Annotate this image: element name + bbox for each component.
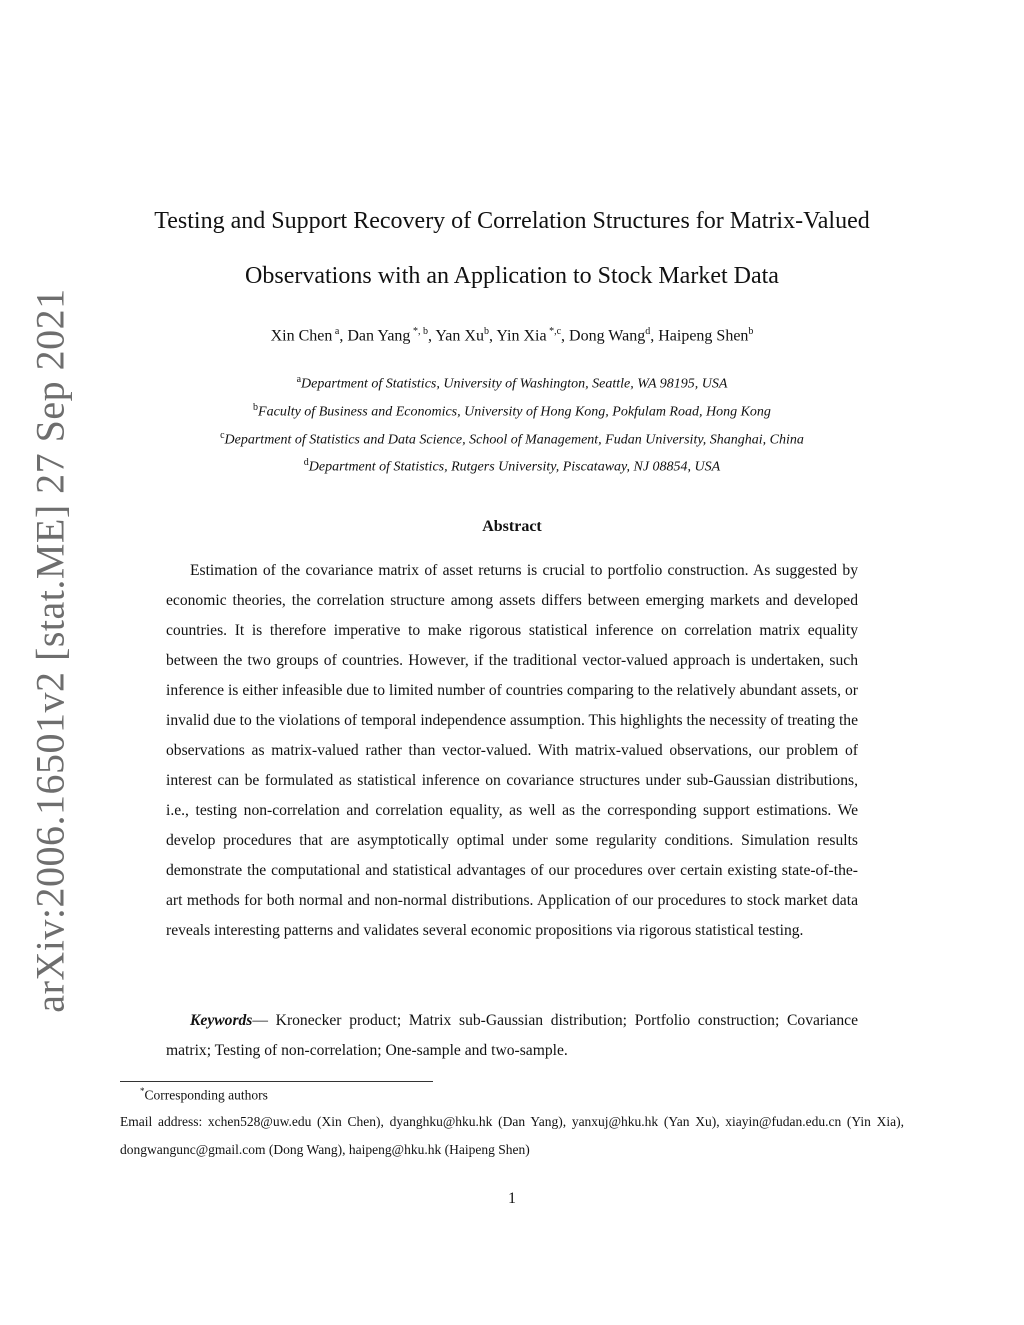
affiliation-text: Department of Statistics, Rutgers University, Piscataway, NJ 08854, USA [308, 459, 721, 475]
author-name: Xin Chen [270, 327, 333, 345]
page-number: 1 [508, 1190, 516, 1207]
author-name: Yan Xu [435, 327, 484, 345]
keywords-text: — Kronecker product; Matrix sub-Gaussian distribution; Portfolio construction; Covariance matrix; Testing of non-correlation; One-sample and two-sample. [166, 1012, 858, 1059]
abstract-body: Estimation of the covariance matrix of asset returns is crucial to portfolio construction. As suggested by economic theories, the correlation structure among assets differs between emerging markets and developed countries. It is therefore imperative to make rigorous statistical inference on correlation matrix equality between the two groups of countries. However, if the traditional vector-valued approach is undertaken, such inference is either infeasible due to limited number of countries comparing to the relatively abundant assets, or invalid due to the violations of temporal independence assumption. This highlights the necessity of treating the observations as matrix-valued rather than vector-valued. With matrix-valued observations, our problem of interest can be formulated as statistical inference on covariance structures under sub-Gaussian distributions, i.e., testing non-correlation and correlation equality, as well as the corresponding support estimations. We develop procedures that are asymptotically optimal under some regularity conditions. Simulation results demonstrate the computational and statistical advantages of our procedures over certain existing state-of-the-art methods for both normal and non-normal distributions. Application of our procedures to stock market data reveals interesting patterns and validates several economic propositions via rigorous statistical testing. [166, 562, 858, 939]
affiliation-mark: c [220, 430, 225, 441]
author-name: Dan Yang [347, 327, 411, 345]
author-mark: *, b [410, 326, 428, 337]
author-name: Dong Wang [569, 327, 646, 345]
abstract-heading: Abstract [482, 518, 542, 535]
author-mark: a [332, 326, 340, 337]
footnote-corresponding-text: Corresponding authors [144, 1087, 268, 1103]
author-list: Xin Chen $^a$, Dan Yang $^{*, b}$, Yan Xu$^b$, Yin Xia $^{*,c}$, Dong Wang$^d$, Haipeng Shen$^b$ [270, 326, 754, 345]
author-name: Haipeng Shen [658, 327, 749, 345]
paper-title-line-1: Testing and Support Recovery of Correlation Structures for Matrix-Valued [154, 208, 870, 234]
affiliation-text: Department of Statistics and Data Science, School of Management, Fudan University, Shanghai, China [224, 432, 804, 448]
author-mark: b [748, 326, 754, 337]
affiliation-text: Department of Statistics, University of Washington, Seattle, WA 98195, USA [301, 376, 728, 392]
author-name: Yin Xia [496, 327, 547, 345]
author-mark: *,c [546, 326, 562, 337]
affiliation-mark: b [253, 402, 259, 413]
affiliation [0, 402, 1024, 421]
footnote-rule [120, 1081, 433, 1082]
affiliation [0, 457, 1024, 476]
footnote-email: Email address: xchen528@uw.edu (Xin Chen), dyanghku@hku.hk (Dan Yang), yanxuj@hku.hk (Yan Xu), xiayin@fudan.edu.cn (Yin Xia), dongwangunc@gmail.com (Dong Wang), haipeng@hku.hk (Haipeng Shen) [120, 1114, 904, 1157]
arxiv-stamp-text: arXiv:2006.16501v2 [stat.ME] 27 Sep 2021 [27, 287, 73, 1013]
footnote-corresponding [140, 1086, 268, 1104]
keywords-paragraph [166, 1006, 858, 1066]
affiliation [0, 374, 1024, 393]
footnote-mark: * [140, 1086, 145, 1096]
paper-title-line-2: Observations with an Application to Stock Market Data [245, 263, 779, 289]
affiliation-mark: a [296, 374, 302, 385]
author-mark: b [483, 326, 489, 337]
affiliation-text: Faculty of Business and Economics, University of Hong Kong, Pokfulam Road, Hong Kong [258, 404, 771, 420]
affiliation [0, 430, 1024, 449]
affiliation-mark: d [303, 457, 309, 468]
keywords-label: Keywords [190, 1012, 253, 1029]
author-mark: d [645, 326, 651, 337]
